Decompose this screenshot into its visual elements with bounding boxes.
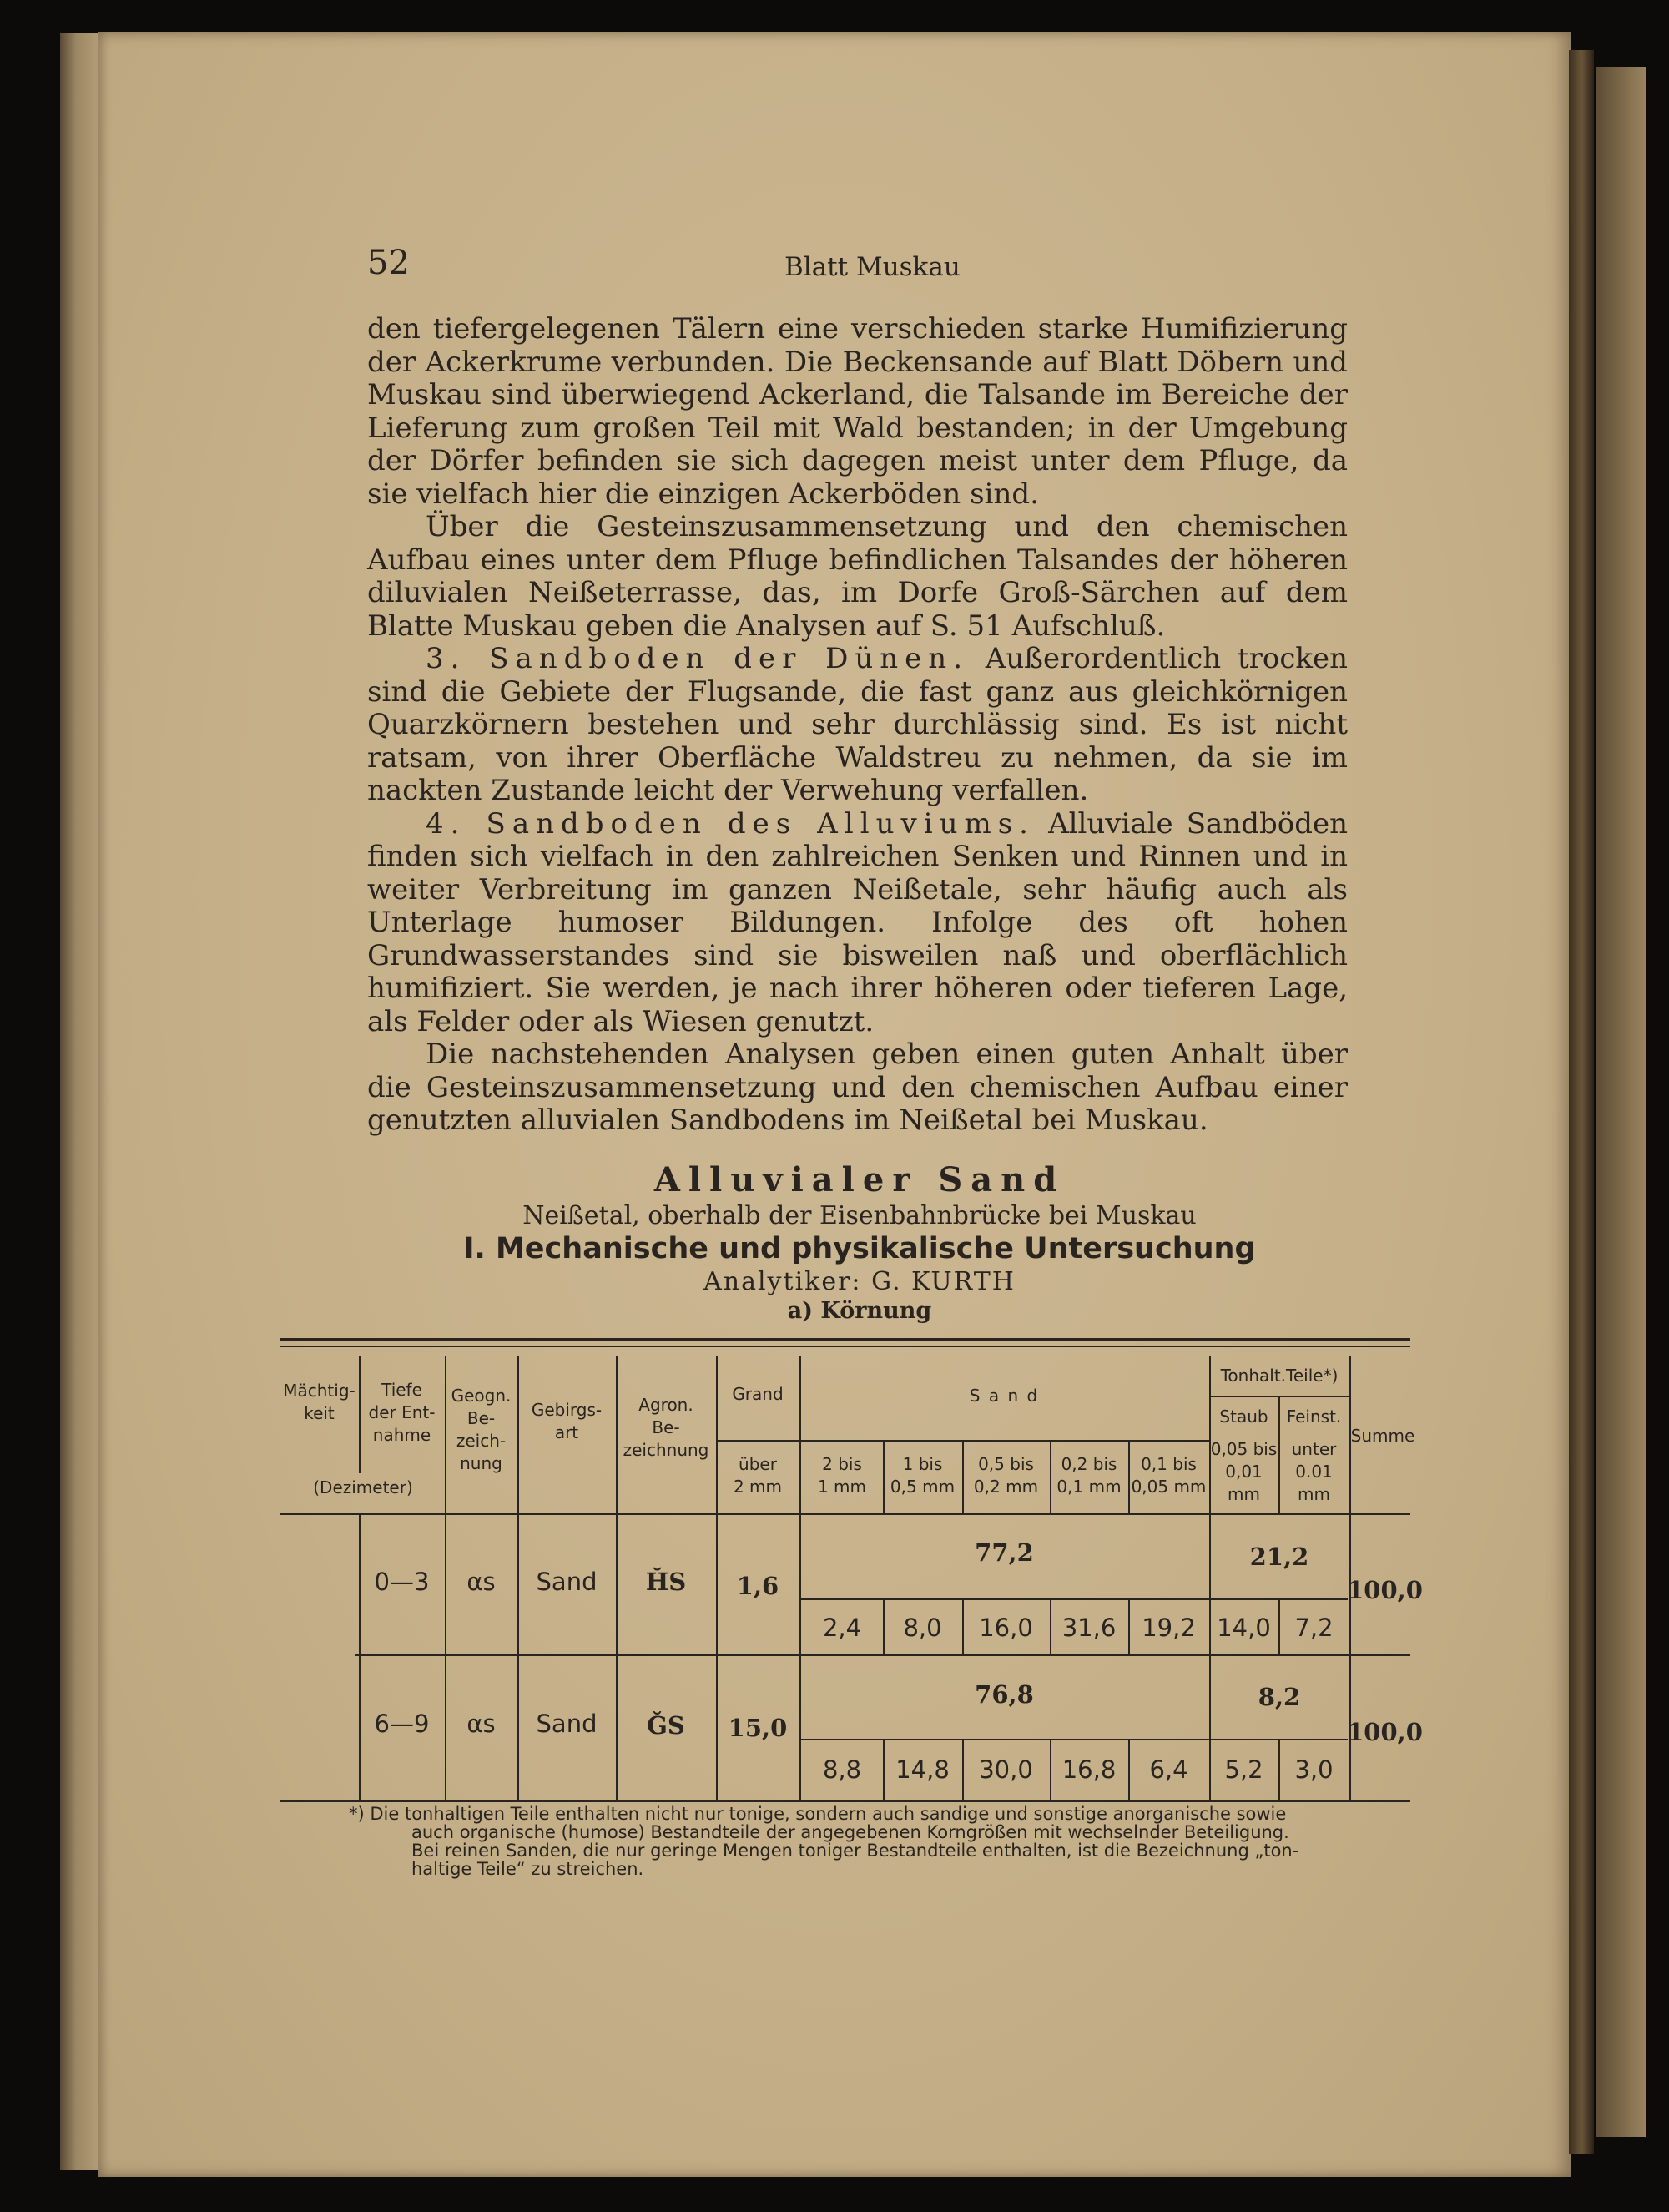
header-tonhalt: Tonhalt.Teile*) [1220,1365,1339,1386]
header-sand-range-4-from: 0,2 bis [1061,1454,1117,1474]
table-subsection: a) Körnung [787,1298,932,1324]
footnote-line-4: haltige Teile“ zu streichen. [411,1859,644,1879]
row1-sand-1: 2,4 [822,1614,862,1642]
footnote-line-3: Bei reinen Sanden, die nur geringe Mengen toniger Bestandteile enthalten, ist die Bezeichnung „ton- [411,1841,1299,1861]
header-grand-range-line2: 2 mm [733,1476,783,1497]
row1-sand-3: 16,0 [979,1614,1033,1642]
header-feinst-range-line1: unter [1291,1438,1337,1459]
header-tiefe-line1: Tiefe [381,1380,422,1400]
header-tiefe-line3: nahme [372,1425,431,1445]
header-feinst-range-line2: 0.01 [1295,1461,1333,1482]
header-grand-range-line1: über [739,1453,777,1474]
book-edge-left [60,33,100,2170]
table-main-title: Alluvialer Sand [653,1160,1066,1199]
footnote-line-1: *) Die tonhaltigen Teile enthalten nicht nur tonige, sondern auch sandige und sonstige anorganische sowie [349,1804,1287,1824]
row2-staub: 5,2 [1224,1755,1263,1784]
header-geogn [445,1377,517,1482]
header-agron [616,1386,716,1469]
header-sand-range-3 [962,1447,1050,1505]
header-agron-line3: zeichnung [623,1439,709,1460]
page-number: 52 [367,244,410,282]
header-feinst-range-line3: mm [1298,1483,1330,1504]
section-heading-dunes: 3. Sandboden der Dünen. [426,642,970,675]
header-sand: S a n d [969,1386,1040,1406]
row1-staub: 14,0 [1217,1614,1271,1642]
row1-feinst: 7,2 [1294,1614,1334,1642]
table-title-block [367,1160,1352,1324]
header-sand-range-2-to: 0,5 mm [890,1477,956,1497]
book-gutter [1569,50,1594,2154]
row1-tiefe: 0—3 [374,1568,430,1596]
table-section-title: I. Mechanische und physikalische Untersuchung [463,1232,1256,1265]
row1-sand-4: 31,6 [1061,1614,1117,1642]
paragraph-3-text: Außerordentlich trocken sind die Gebiete der Flugsande, die fast ganz aus gleichkörnigen Quarzkörnern bestehen und sehr durchlässig sind. Es ist nicht ratsam, von ihrer Oberfläche Waldstreu zu nehmen, da sie im nackten Zustande leicht der Verwehung verfallen. [367,642,1349,807]
header-sand-range-5-from: 0,1 bis [1141,1454,1197,1474]
header-maechtigkeit-line2: keit [304,1403,335,1423]
header-grand-range [716,1448,799,1502]
header-feinst-range [1278,1434,1349,1509]
header-tiefe-line2: der Ent- [368,1402,436,1422]
body-text [367,313,1348,1138]
row2-sand-total: 76,8 [975,1680,1034,1709]
page-header [367,244,1352,285]
header-tiefe [359,1369,445,1457]
paragraph-2: Über die Gesteinszusammensetzung und den chemischen Aufbau eines unter dem Pfluge befindlichen Talsandes der höheren diluvialen Neißeterrasse, das, im Dorfe Groß-Särchen auf dem Blatte Muskau geben die Analysen auf S. 51 Aufschluß. [367,510,1348,643]
header-sand-range-5 [1128,1447,1209,1505]
row2-tiefe: 6—9 [374,1710,430,1738]
row2-feinst: 3,0 [1294,1755,1334,1784]
table-analyst: Analytiker: G. KURTH [703,1267,1016,1296]
header-staub-range [1209,1434,1278,1509]
header-summe: Summe [1350,1425,1415,1446]
header-sand-range-4-to: 0,1 mm [1056,1477,1122,1497]
row2-sand-5: 6,4 [1149,1755,1188,1784]
row1-sand-5: 19,2 [1142,1614,1196,1642]
row1-grand: 1,6 [736,1572,779,1600]
next-page-edge [1596,67,1646,2137]
header-sand-range-1-from: 2 bis [822,1454,862,1474]
row1-gebirgsart: Sand [536,1568,598,1596]
row1-sand-2: 8,0 [903,1614,942,1642]
header-sand-range-1 [801,1447,883,1505]
header-grand: Grand [732,1383,784,1404]
row2-summe: 100,0 [1347,1718,1423,1746]
row2-gebirgsart: Sand [536,1710,598,1738]
header-staub-range-line3: mm [1228,1483,1260,1504]
paragraph-5: Die nachstehenden Analysen geben einen guten Anhalt über die Gesteinszusammensetzung und den chemischen Aufbau einer genutzten alluvialen Sandbodens im Neißetal bei Muskau. [367,1038,1348,1137]
header-staub-range-line2: 0,01 [1225,1461,1263,1482]
row2-sand-2: 14,8 [895,1755,950,1784]
header-maechtigkeit [280,1369,359,1436]
row2-agron: ĞS [647,1711,685,1740]
row2-geogn: αs [466,1710,496,1738]
row1-sand-total: 77,2 [975,1538,1034,1567]
header-agron-line1: Agron. [638,1394,693,1415]
header-geogn-line1: Geogn. [451,1385,512,1406]
header-sand-range-3-to: 0,2 mm [973,1477,1039,1497]
row2-sand-4: 16,8 [1061,1755,1117,1784]
header-feinst: Feinst. [1286,1406,1342,1427]
row2-grand: 15,0 [728,1714,788,1742]
row1-ton-total: 21,2 [1249,1543,1309,1571]
header-geogn-line4: nung [460,1452,502,1473]
header-maechtigkeit-line1: Mächtig- [283,1381,355,1401]
running-title: Blatt Muskau [784,252,961,282]
header-gebirgsart [517,1394,616,1448]
header-staub-range-line1: 0,05 bis [1210,1438,1278,1459]
paragraph-4-text: Alluviale Sandböden finden sich vielfach in den zahlreichen Senken und Rinnen und in weiter Verbreitung im ganzen Neißetale, sehr häufig auch als Unterlage humoser Bildungen. Infolge des oft hohen Grundwasserstandes sind sie bisweilen naß und oberflächlich humifiziert. Sie werden, je nach ihrer höheren oder tieferen Lage, als Felder oder als Wiesen genutzt. [367,806,1348,1038]
header-sand-range-3-from: 0,5 bis [978,1454,1034,1474]
row1-geogn: αs [466,1568,496,1596]
footnote [349,1805,1350,1878]
header-dezimeter: (Dezimeter) [313,1477,413,1497]
header-sand-range-5-to: 0,05 mm [1131,1477,1207,1497]
header-agron-line2: Be- [652,1417,680,1437]
section-heading-alluvium: 4. Sandboden des Alluviums. [426,806,1035,841]
header-geogn-line3: zeich- [456,1430,507,1451]
row2-ton-total: 8,2 [1258,1683,1301,1711]
header-sand-range-2 [883,1447,962,1505]
header-geogn-line2: Be- [466,1407,496,1428]
header-sand-range-2-from: 1 bis [902,1454,943,1474]
paragraph-4 [367,808,1348,1039]
header-staub: Staub [1219,1406,1268,1427]
row1-agron: H̆S [645,1568,687,1596]
header-sand-range-4 [1050,1447,1128,1505]
row2-sand-3: 30,0 [979,1755,1033,1784]
paragraph-1: den tiefergelegenen Tälern eine verschieden starke Humifizierung der Ackerkrume verbunden. Die Beckensande auf Blatt Döbern und Muskau sind überwiegend Ackerland, die Talsande im Bereiche der Lieferung zum großen Teil mit Wald bestanden; in der Umgebung der Dörfer befinden sie sich dagegen meist unter dem Pfluge, da sie vielfach hier die einzigen Ackerböden sind. [367,312,1348,511]
table-subtitle: Neißetal, oberhalb der Eisenbahnbrücke bei Muskau [522,1201,1197,1230]
header-sand-range-1-to: 1 mm [817,1477,867,1497]
header-gebirgsart-line1: Gebirgs- [531,1399,603,1420]
paragraph-3 [367,643,1348,808]
footnote-line-2: auch organische (humose) Bestandteile der angegebenen Korngrößen mit wechselnder Beteiligung. [411,1822,1289,1842]
row2-sand-1: 8,8 [822,1755,862,1784]
header-gebirgsart-line2: art [554,1422,579,1442]
row1-summe: 100,0 [1347,1576,1423,1604]
